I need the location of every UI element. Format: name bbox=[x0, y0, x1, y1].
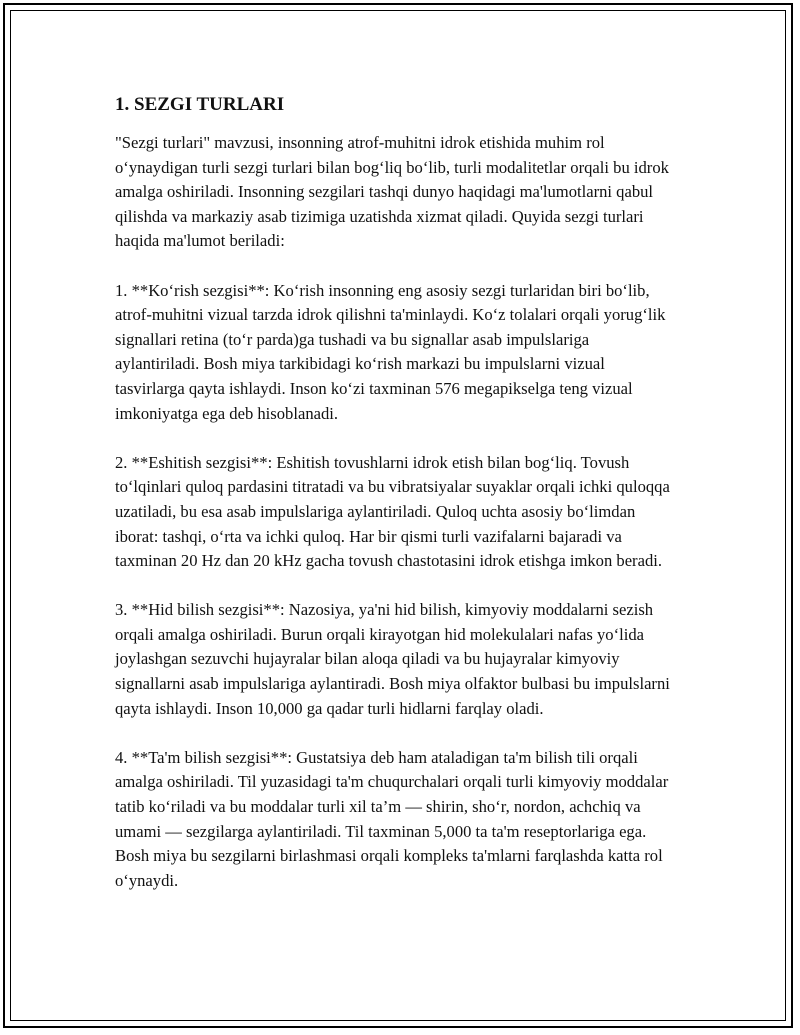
document-page bbox=[3, 3, 793, 1028]
document-body bbox=[115, 93, 675, 918]
paragraph-taste: 4. **Ta'm bilish sezgisi**: Gustatsiya deb ham ataladigan ta'm bilish tili orqali amalga oshiriladi. Til yuzasidagi ta'm chuqurchalari orqali turli kimyoviy moddalar tatib ko‘riladi va bu moddalar turli xil ta’m — shirin, sho‘r, nordon, achchiq va umami — sezgilarga aylantiriladi. Til taxminan 5,000 ta ta'm reseptorlariga ega. Bosh miya bu sezgilarni birlashmasi orqali kompleks ta'mlarni farqlashda katta rol o‘ynaydi. bbox=[115, 747, 669, 890]
paragraph-hearing: 2. **Eshitish sezgisi**: Eshitish tovushlarni idrok etish bilan bog‘liq. Tovush to‘lqinlari quloq pardasini titratadi va bu vibratsiyalar suyaklar orqali ichki quloqqa uzatiladi, bu esa asab impulslariga aylantiriladi. Quloq uchta asosiy bo‘limdan iborat: tashqi, o‘rta va ichki quloq. Har bir qismi turli vazifalarni bajaradi va taxminan 20 Hz dan 20 kHz gacha tovush chastotasini idrok etishga imkon beradi. bbox=[115, 452, 670, 571]
paragraph-sight: 1. **Ko‘rish sezgisi**: Ko‘rish insonning eng asosiy sezgi turlaridan biri bo‘lib, atrof-muhitni vizual tarzda idrok qilishni ta'minlaydi. Ko‘z tolalari orqali yorug‘lik signallari retina (to‘r parda)ga tushadi va bu signallar asab impulslariga aylantiriladi. Bosh miya tarkibidagi ko‘rish markazi bu impulslarni vizual tasvirlarga qayta ishlaydi. Inson ko‘zi taxminan 576 megapikselga teng vizual imkoniyatga ega deb hisoblanadi. bbox=[115, 280, 666, 423]
document-title: 1. SEZGI TURLARI bbox=[115, 94, 285, 115]
paragraph-intro: "Sezgi turlari" mavzusi, insonning atrof-muhitni idrok etishida muhim rol o‘ynaydigan turli sezgi turlari bilan bog‘liq bo‘lib, turli modalitetlar orqali bu idrok amalga oshiriladi. Insonning sezgilari tashqi dunyo haqidagi ma'lumotlarni qabul qilishda va markaziy asab tizimiga uzatishda xizmat qiladi. Quyida sezgi turlari haqida ma'lumot beriladi: bbox=[115, 133, 669, 251]
paragraph-smell: 3. **Hid bilish sezgisi**: Nazosiya, ya'ni hid bilish, kimyoviy moddalarni sezish orqali amalga oshiriladi. Burun orqali kirayotgan hid molekulalari nafas yo‘lida joylashgan sezuvchi hujayralar bilan aloqa qiladi va bu hujayralar kimyoviy signallarni asab impulslariga aylantiradi. Bosh miya olfaktor bulbasi bu impulslarni qayta ishlaydi. Inson 10,000 ga qadar turli hidlarni farqlay oladi. bbox=[115, 600, 670, 718]
